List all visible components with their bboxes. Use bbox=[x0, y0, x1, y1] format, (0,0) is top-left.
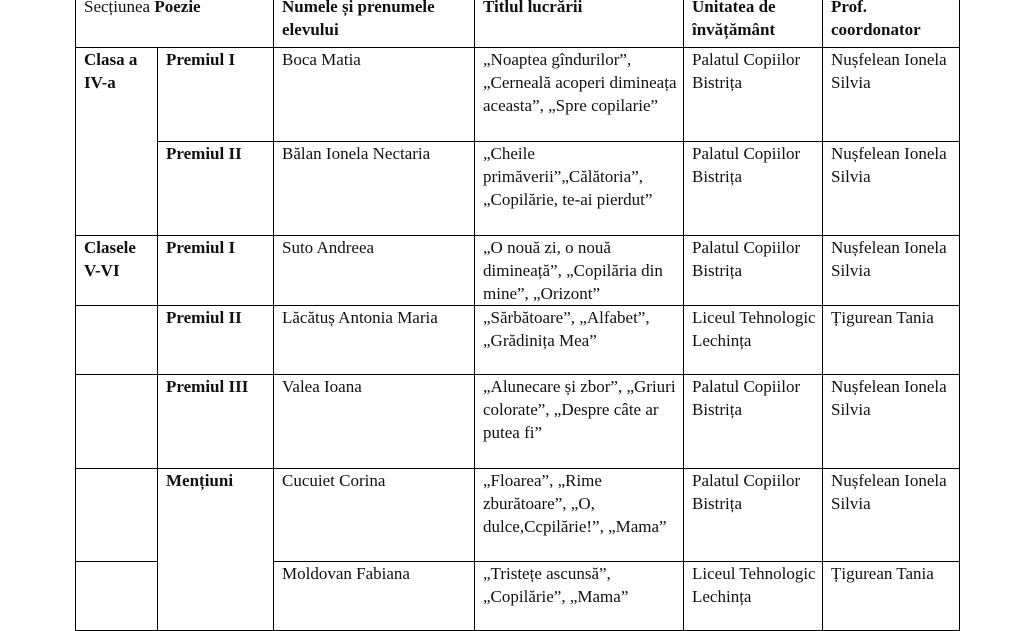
student-cell: Boca Matia bbox=[274, 48, 475, 142]
coordinator-column-header: Prof. coordonator bbox=[823, 0, 960, 48]
school-cell: Palatul Copiilor Bistrița bbox=[684, 236, 823, 306]
prize-cell-mentions: Mențiuni bbox=[158, 469, 274, 631]
name-column-header: Numele și prenumele elevului bbox=[274, 0, 475, 48]
prize-cell: Premiul III bbox=[158, 375, 274, 469]
empty-group-cell bbox=[76, 306, 158, 375]
poetry-results-table bbox=[75, 0, 960, 631]
empty-group-cell bbox=[76, 375, 158, 469]
prize-cell: Premiul II bbox=[158, 306, 274, 375]
school-cell: Palatul Copiilor Bistrița bbox=[684, 469, 823, 562]
student-cell: Cucuiet Corina bbox=[274, 469, 475, 562]
school-cell: Palatul Copiilor Bistrița bbox=[684, 142, 823, 236]
coordinator-cell: Țigurean Tania bbox=[823, 562, 960, 631]
table-row bbox=[76, 236, 960, 306]
coordinator-cell: Nușfelean Ionela Silvia bbox=[823, 375, 960, 469]
section-title: Poezie bbox=[154, 0, 201, 16]
table-row bbox=[76, 375, 960, 469]
titles-cell: „Floarea”, „Rime zburătoare”, „O, dulce,Ccpilărie!”, „Mama” bbox=[475, 469, 684, 562]
section-header-cell bbox=[76, 0, 274, 48]
coordinator-cell: Nușfelean Ionela Silvia bbox=[823, 142, 960, 236]
empty-group-cell bbox=[76, 562, 158, 631]
coordinator-cell: Nușfelean Ionela Silvia bbox=[823, 469, 960, 562]
student-cell: Bălan Ionela Nectaria bbox=[274, 142, 475, 236]
document-page bbox=[75, 0, 959, 631]
prize-cell: Premiul II bbox=[158, 142, 274, 236]
empty-group-cell bbox=[76, 469, 158, 562]
group-label-clasa-iv: Clasa a IV-a bbox=[76, 48, 158, 236]
header-row bbox=[76, 0, 960, 48]
titles-cell: „Noaptea gîndurilor”, „Cerneală acoperi dimineața aceasta”, „Spre copilarie” bbox=[475, 48, 684, 142]
coordinator-cell: Nușfelean Ionela Silvia bbox=[823, 48, 960, 142]
school-cell: Liceul Tehnologic Lechința bbox=[684, 562, 823, 631]
coordinator-cell: Nușfelean Ionela Silvia bbox=[823, 236, 960, 306]
titles-cell: „Sărbătoare”, „Alfabet”, „Grădinița Mea” bbox=[475, 306, 684, 375]
table-row bbox=[76, 306, 960, 375]
school-cell: Palatul Copiilor Bistrița bbox=[684, 48, 823, 142]
table-row bbox=[76, 142, 960, 236]
coordinator-cell: Țigurean Tania bbox=[823, 306, 960, 375]
school-cell: Liceul Tehnologic Lechința bbox=[684, 306, 823, 375]
section-prefix: Secțiunea bbox=[84, 0, 155, 16]
school-column-header: Unitatea de învățământ bbox=[684, 0, 823, 48]
title-column-header: Titlul lucrării bbox=[475, 0, 684, 48]
titles-cell: „O nouă zi, o nouă dimineață”, „Copilăria din mine”, „Orizont” bbox=[475, 236, 684, 306]
prize-cell: Premiul I bbox=[158, 236, 274, 306]
titles-cell: „Alunecare și zbor”, „Griuri colorate”, „Despre câte ar putea fi” bbox=[475, 375, 684, 469]
prize-cell: Premiul I bbox=[158, 48, 274, 142]
school-cell: Palatul Copiilor Bistrița bbox=[684, 375, 823, 469]
group-label-clasele-v-vi: Clasele V-VI bbox=[76, 236, 158, 306]
student-cell: Lăcătuș Antonia Maria bbox=[274, 306, 475, 375]
table-row bbox=[76, 48, 960, 142]
titles-cell: „Cheile primăverii”„Călătoria”, „Copilărie, te-ai pierdut” bbox=[475, 142, 684, 236]
student-cell: Valea Ioana bbox=[274, 375, 475, 469]
student-cell: Moldovan Fabiana bbox=[274, 562, 475, 631]
titles-cell: „Tristețe ascunsă”, „Copilărie”, „Mama” bbox=[475, 562, 684, 631]
table-row bbox=[76, 469, 960, 562]
student-cell: Suto Andreea bbox=[274, 236, 475, 306]
